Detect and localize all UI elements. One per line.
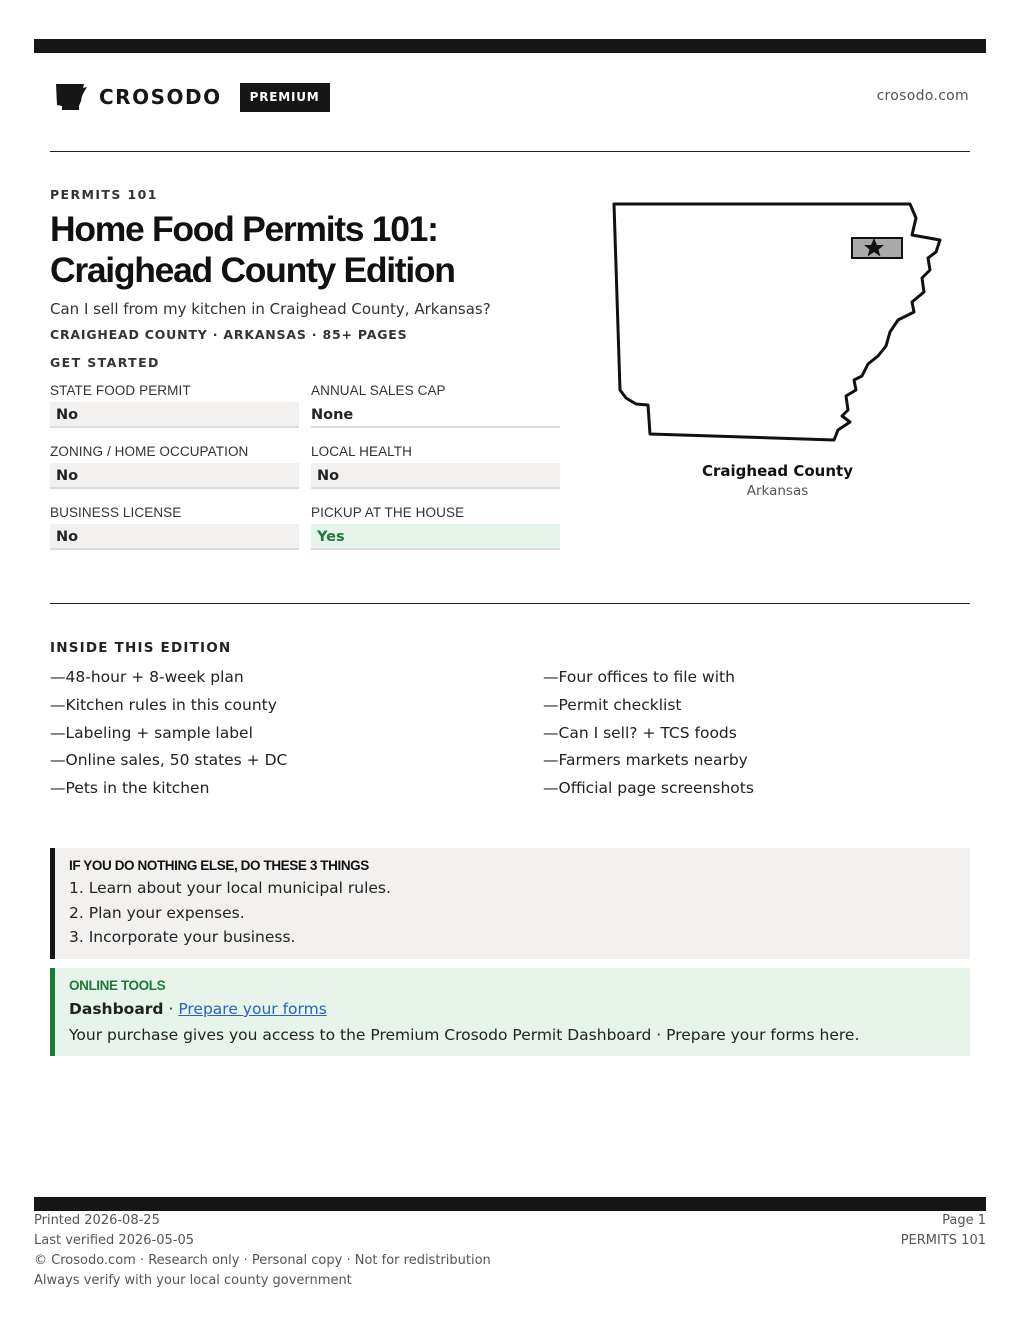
list-item: —Pets in the kitchen	[50, 779, 210, 798]
dashboard-label: Dashboard	[69, 1000, 164, 1018]
map-county-label: Craighead County	[702, 462, 853, 480]
site-url[interactable]: crosodo.com	[876, 88, 969, 104]
edition-meta: CRAIGHEAD COUNTY · ARKANSAS · 85+ PAGES	[50, 327, 408, 342]
list-item: —Farmers markets nearby	[543, 751, 748, 770]
separator: ·	[163, 1000, 179, 1018]
fact-value: Yes	[311, 524, 560, 550]
todo-callout	[50, 848, 970, 959]
header-divider	[50, 151, 970, 152]
page-number: Page 1	[942, 1213, 986, 1228]
fact-value: None	[311, 402, 560, 428]
tools-heading: ONLINE TOOLS	[69, 978, 166, 993]
todo-item: 2. Plan your expenses.	[69, 903, 245, 922]
list-item: —Online sales, 50 states + DC	[50, 751, 288, 770]
inside-list-right	[543, 666, 754, 805]
fact-zoning	[50, 443, 299, 504]
list-item: —Can I sell? + TCS foods	[543, 723, 737, 742]
inside-list-left	[50, 666, 287, 805]
online-tools-callout	[50, 968, 970, 1056]
footer-section: PERMITS 101	[900, 1233, 986, 1248]
list-item: —Labeling + sample label	[50, 723, 253, 742]
todo-heading: IF YOU DO NOTHING ELSE, DO THESE 3 THINGS	[69, 858, 369, 873]
fact-label: BUSINESS LICENSE	[50, 505, 182, 520]
top-rule-bar	[34, 39, 986, 53]
tools-description: Your purchase gives you access to the Premium Crosodo Permit Dashboard · Prepare your forms here.	[69, 1026, 860, 1044]
fact-value: No	[50, 402, 299, 428]
page-subtitle: Can I sell from my kitchen in Craighead County, Arkansas?	[50, 300, 491, 318]
title-line-1: Home Food Permits 101:	[50, 209, 438, 249]
brand-name: CROSODO	[99, 85, 222, 109]
arkansas-logo-icon	[54, 82, 88, 112]
list-item: —Official page screenshots	[543, 779, 754, 798]
tools-dashboard-line	[69, 996, 970, 1022]
todo-item: 3. Incorporate your business.	[69, 928, 296, 946]
printed-date: Printed 2026-08-25	[34, 1213, 160, 1228]
fact-pickup-at-house	[311, 504, 560, 565]
state-map	[610, 200, 945, 445]
fact-label: LOCAL HEALTH	[311, 444, 412, 459]
fact-value: No	[50, 463, 299, 489]
list-item: —Permit checklist	[543, 695, 682, 714]
premium-badge: PREMIUM	[240, 83, 330, 112]
fact-business-license	[50, 504, 299, 565]
fact-label: STATE FOOD PERMIT	[50, 383, 191, 398]
todo-item: 1. Learn about your local municipal rules.	[69, 879, 391, 897]
fact-state-food-permit	[50, 382, 299, 443]
list-item: —Kitchen rules in this county	[50, 695, 277, 714]
prepare-forms-link[interactable]: Prepare your forms	[178, 1000, 327, 1018]
list-item: —Four offices to file with	[543, 668, 735, 686]
fact-local-health	[311, 443, 560, 504]
bottom-rule-bar	[34, 1197, 986, 1211]
map-state-label: Arkansas	[746, 483, 809, 499]
inside-edition-heading: INSIDE THIS EDITION	[50, 640, 232, 656]
list-item: —48-hour + 8-week plan	[50, 668, 244, 686]
title-line-2: Craighead County Edition	[50, 250, 455, 290]
fact-value: No	[311, 463, 560, 489]
verified-date: Last verified 2026-05-05	[34, 1233, 194, 1248]
brand-block	[54, 82, 330, 112]
footer-left	[34, 1211, 491, 1291]
fact-label: ANNUAL SALES CAP	[311, 383, 446, 398]
section-divider	[50, 603, 970, 604]
fact-value: No	[50, 524, 299, 550]
quick-facts-grid	[50, 382, 560, 565]
fact-annual-sales-cap	[311, 382, 560, 443]
page-title	[50, 209, 570, 291]
copyright-note: © Crosodo.com · Research only · Personal copy · Not for redistribution	[34, 1253, 491, 1268]
fact-label: PICKUP AT THE HOUSE	[311, 505, 465, 520]
arkansas-outline-map	[610, 200, 945, 445]
section-kicker: PERMITS 101	[50, 187, 158, 202]
fact-label: ZONING / HOME OCCUPATION	[50, 444, 249, 459]
disclaimer-note: Always verify with your local county government	[34, 1273, 352, 1288]
get-started-heading: GET STARTED	[50, 355, 160, 370]
footer-right	[901, 1211, 986, 1251]
